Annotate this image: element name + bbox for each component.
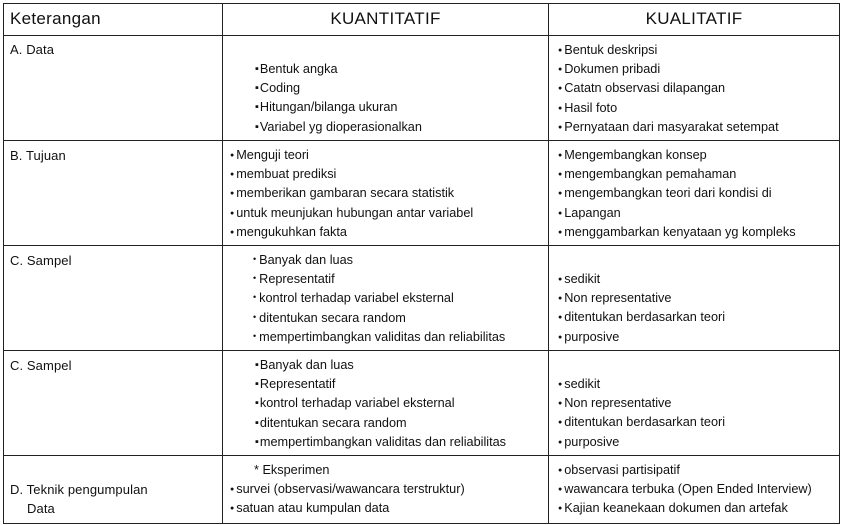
kualitatif-teknik-list <box>558 461 812 519</box>
row-label-line: Data <box>27 501 55 517</box>
list-item: ● survei (observasi/wawancara terstruktur) <box>230 480 465 499</box>
row-label-sampel: C. Sampel <box>10 358 72 373</box>
list-item: ● menggambarkan kenyataan yg kompleks <box>558 223 796 242</box>
list-item: ▪ kontrol terhadap variabel eksternal <box>255 394 506 413</box>
row-label-sampel: C. Sampel <box>10 253 72 268</box>
list-item: ▪ Bentuk angka <box>255 60 422 79</box>
list-item: ● observasi partisipatif <box>558 461 812 480</box>
table-border-right <box>839 3 840 524</box>
list-item: ● Non representative <box>558 289 725 308</box>
kuantitatif-data-list <box>255 60 422 137</box>
list-item: ● ditentukan berdasarkan teori <box>558 413 725 432</box>
row-label-tujuan: B. Tujuan <box>10 148 66 163</box>
list-item: ● mengembangkan pemahaman <box>558 165 796 184</box>
row-divider <box>3 455 840 456</box>
row-divider <box>3 245 840 246</box>
header-kuantitatif: KUANTITATIF <box>330 9 441 28</box>
kualitatif-sampel-list <box>558 270 725 347</box>
list-item: • kontrol terhadap variabel eksternal <box>253 289 505 308</box>
list-item: ▪ Variabel yg dioperasionalkan <box>255 118 422 137</box>
list-item: • Banyak dan luas <box>253 251 505 270</box>
list-item: ● purposive <box>558 328 725 347</box>
kualitatif-data-list <box>558 41 779 137</box>
header-divider <box>3 35 840 36</box>
list-item: ● mengukuhkan fakta <box>230 223 473 242</box>
list-item: ▪ ditentukan secara random <box>255 414 506 433</box>
list-item: ● Pernyataan dari masyarakat setempat <box>558 118 779 137</box>
list-item: ● Menguji teori <box>230 146 473 165</box>
list-item: ▪ Coding <box>255 79 422 98</box>
list-item: ● ditentukan berdasarkan teori <box>558 308 725 327</box>
kualitatif-sampel-list <box>558 375 725 452</box>
list-item: • Representatif <box>253 270 505 289</box>
row-label-line: D. Teknik pengumpulan <box>10 482 148 497</box>
row-label-teknik-pengumpulan-data <box>10 480 148 518</box>
list-item: ● sedikit <box>558 375 725 394</box>
list-item: ● Mengembangkan konsep <box>558 146 796 165</box>
kuantitatif-teknik-list <box>230 461 465 519</box>
list-item: ● Bentuk deskripsi <box>558 41 779 60</box>
list-item: ● Lapangan <box>558 204 796 223</box>
list-item: • mempertimbangkan validitas dan reliabilitas <box>253 328 505 347</box>
list-item: * Eksperimen <box>230 461 465 480</box>
list-item: ▪ Representatif <box>255 375 506 394</box>
column-divider <box>548 3 549 524</box>
kuantitatif-tujuan-list <box>230 146 473 242</box>
list-item: ● wawancara terbuka (Open Ended Interview) <box>558 480 812 499</box>
table-border-bottom <box>3 523 840 524</box>
list-item: ▪ Hitungan/bilanga ukuran <box>255 98 422 117</box>
row-label-data: A. Data <box>10 42 55 57</box>
list-item: ● memberikan gambaran secara statistik <box>230 184 473 203</box>
table-border-top <box>3 3 840 4</box>
header-kualitatif: KUALITATIF <box>645 9 743 28</box>
column-divider <box>222 3 223 524</box>
table-border-left <box>3 3 4 524</box>
list-item: ● Non representative <box>558 394 725 413</box>
list-item: ● mengembangkan teori dari kondisi di <box>558 184 796 203</box>
list-item: ▪ Banyak dan luas <box>255 356 506 375</box>
list-item: ● sedikit <box>558 270 725 289</box>
comparison-table <box>3 3 840 524</box>
row-divider <box>3 140 840 141</box>
list-item: ● Catatn observasi dilapangan <box>558 79 779 98</box>
list-item: ● satuan atau kumpulan data <box>230 499 465 518</box>
list-item: ● Kajian keanekaan dokumen dan artefak <box>558 499 812 518</box>
list-item: ● membuat prediksi <box>230 165 473 184</box>
row-divider <box>3 350 840 351</box>
list-item: ▪ mempertimbangkan validitas dan reliabilitas <box>255 433 506 452</box>
kualitatif-tujuan-list <box>558 146 796 242</box>
list-item: ● Dokumen pribadi <box>558 60 779 79</box>
kuantitatif-sampel-list <box>253 251 505 347</box>
list-item: • ditentukan secara random <box>253 309 505 328</box>
kuantitatif-sampel-list <box>255 356 506 452</box>
list-item: ● Hasil foto <box>558 99 779 118</box>
list-item: ● untuk meunjukan hubungan antar variabel <box>230 204 473 223</box>
header-keterangan: Keterangan <box>10 9 101 28</box>
list-item: ● purposive <box>558 433 725 452</box>
